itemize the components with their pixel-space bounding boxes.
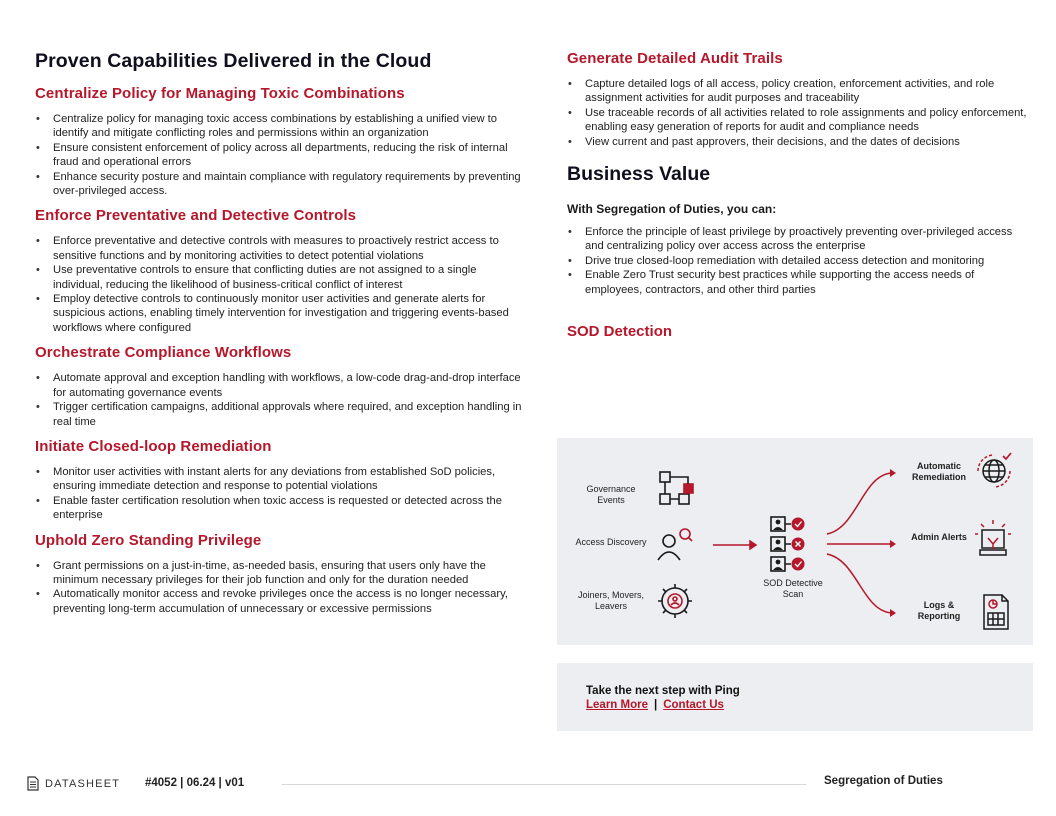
list-item: • View current and past approvers, their decisions, and the dates of decisions: [567, 135, 1033, 149]
business-value-title: Business Value: [567, 163, 711, 186]
section-centralize-policy: [35, 85, 525, 198]
list-item: • Ensure consistent enforcement of policy across all departments, reducing the risk of internal fraud and operational errors: [35, 141, 525, 170]
footer-doc-title: Segregation of Duties: [824, 775, 943, 787]
list-item: • Centralize policy for managing toxic access combinations by establishing a unified view to identify and mitigate conflicting roles and permissions within an organization: [35, 112, 525, 141]
list-item: • Trigger certification campaigns, additional approvals where required, and exception handling in real time: [35, 400, 525, 429]
sod-detection-title: SOD Detection: [567, 323, 673, 341]
cta-links: [586, 699, 1033, 711]
checklist-icon: [771, 517, 805, 571]
list-item: • Automatically monitor access and revoke privileges once the access is no longer necessary, preventing long-term accumulation of unnecessary or excessive permissions: [35, 587, 525, 616]
input-label-governance: Governance Events: [586, 484, 636, 505]
list-item: • Enable faster certification resolution when toxic access is requested or detected across the enterprise: [35, 494, 525, 523]
output-label-logs: Logs & Reporting: [917, 600, 961, 621]
section-controls: [35, 207, 525, 335]
section-zero-standing: [35, 532, 525, 617]
list-item: • Employ detective controls to continuously monitor user activities and generate alerts for suspicious actions, enabling timely intervention for investigation and triggering events-based workflows where configured: [35, 292, 525, 335]
section-audit-trails: [567, 50, 1033, 149]
list-item: • Enforce preventative and detective controls with measures to proactively restrict access to sensitive functions and by monitoring activities to detect potential violations: [35, 234, 525, 263]
list-item: • Drive true closed-loop remediation with detailed access detection and monitoring: [567, 254, 1033, 268]
flowchart-icon: [660, 472, 693, 504]
list-item: • Use preventative controls to ensure that conflicting duties are not assigned to a single individual, reducing the likelihood of business-critical conflict of interest: [35, 263, 525, 292]
footer-datasheet-label: DATASHEET: [45, 778, 121, 790]
output-label-remediation: Automatic Remediation: [911, 461, 966, 482]
section-title: Initiate Closed-loop Remediation: [35, 437, 272, 455]
input-label-joiners: Joiners, Movers, Leavers: [577, 590, 645, 611]
list-item: • Monitor user activities with instant alerts for any deviations from established SoD policies, ensuring immediate detection and response to potential violations: [35, 465, 525, 494]
bullet-list: [35, 112, 525, 198]
arrow-heads: [890, 469, 896, 617]
alarm-icon: [975, 520, 1011, 555]
bullet-list: [35, 559, 525, 617]
page-title: Proven Capabilities Delivered in the Cloud: [35, 50, 432, 72]
sod-detection-diagram: [557, 438, 1033, 645]
footer-doc-code: #4052 | 06.24 | v01: [145, 777, 245, 789]
section-title: Orchestrate Compliance Workflows: [35, 344, 292, 362]
link-separator: |: [654, 699, 658, 711]
cta-title: Take the next step with Ping: [586, 685, 740, 697]
list-item: • Enforce the principle of least privilege by proactively preventing over-privileged access and centralizing policy over access across the enterprise: [567, 225, 1033, 254]
list-item: • Grant permissions on a just-in-time, as-needed basis, ensuring that users only have the minimum necessary privileges for their job function and only for the duration needed: [35, 559, 525, 588]
list-item: • Capture detailed logs of all access, policy creation, enforcement activities, and role assignment activities for audit purposes and traceability: [567, 77, 1033, 106]
bullet-list: [35, 465, 525, 523]
section-title: Enforce Preventative and Detective Controls: [35, 207, 357, 225]
output-label-alerts: Admin Alerts: [911, 532, 967, 542]
left-column: [35, 50, 525, 625]
business-value-list: [567, 225, 1033, 297]
report-icon: [984, 595, 1008, 629]
gear-user-icon: [658, 584, 692, 618]
user-search-icon: [658, 529, 692, 560]
section-title: Uphold Zero Standing Privilege: [35, 531, 262, 549]
globe-check-icon: [978, 453, 1011, 487]
bullet-list: [35, 371, 525, 429]
section-title: Centralize Policy for Managing Toxic Combinations: [35, 85, 405, 102]
document-icon: [27, 776, 39, 791]
business-value-intro: With Segregation of Duties, you can:: [567, 202, 777, 217]
bullet-list: [567, 77, 1033, 149]
bullet-list: [35, 234, 525, 335]
list-item: • Enable Zero Trust security best practices while supporting the access needs of employees, contractors, and other third parties: [567, 268, 1033, 297]
list-item: • Enhance security posture and maintain compliance with regulatory requirements by preventing over-privileged access.: [35, 170, 525, 199]
contact-us-link[interactable]: Contact Us: [663, 699, 724, 711]
arrows-to-outputs: [827, 473, 891, 613]
footer-divider: [282, 784, 806, 785]
arrow-to-scan: [713, 541, 756, 549]
list-item: • Use traceable records of all activities related to role assignments and policy enforcement, enabling easy generation of reports for audit and compliance needs: [567, 106, 1033, 135]
footer: [0, 772, 1056, 796]
section-remediation: [35, 438, 525, 523]
input-label-access-discovery: Access Discovery: [575, 537, 647, 547]
list-item: • Automate approval and exception handling with workflows, a low-code drag-and-drop interface for automating governance events: [35, 371, 525, 400]
learn-more-link[interactable]: Learn More: [586, 699, 648, 711]
cta-box: [557, 663, 1033, 731]
center-label-scan: SOD Detective Scan: [763, 578, 823, 599]
section-workflows: [35, 344, 525, 429]
right-column: [567, 50, 1033, 352]
section-title: Generate Detailed Audit Trails: [567, 50, 783, 67]
